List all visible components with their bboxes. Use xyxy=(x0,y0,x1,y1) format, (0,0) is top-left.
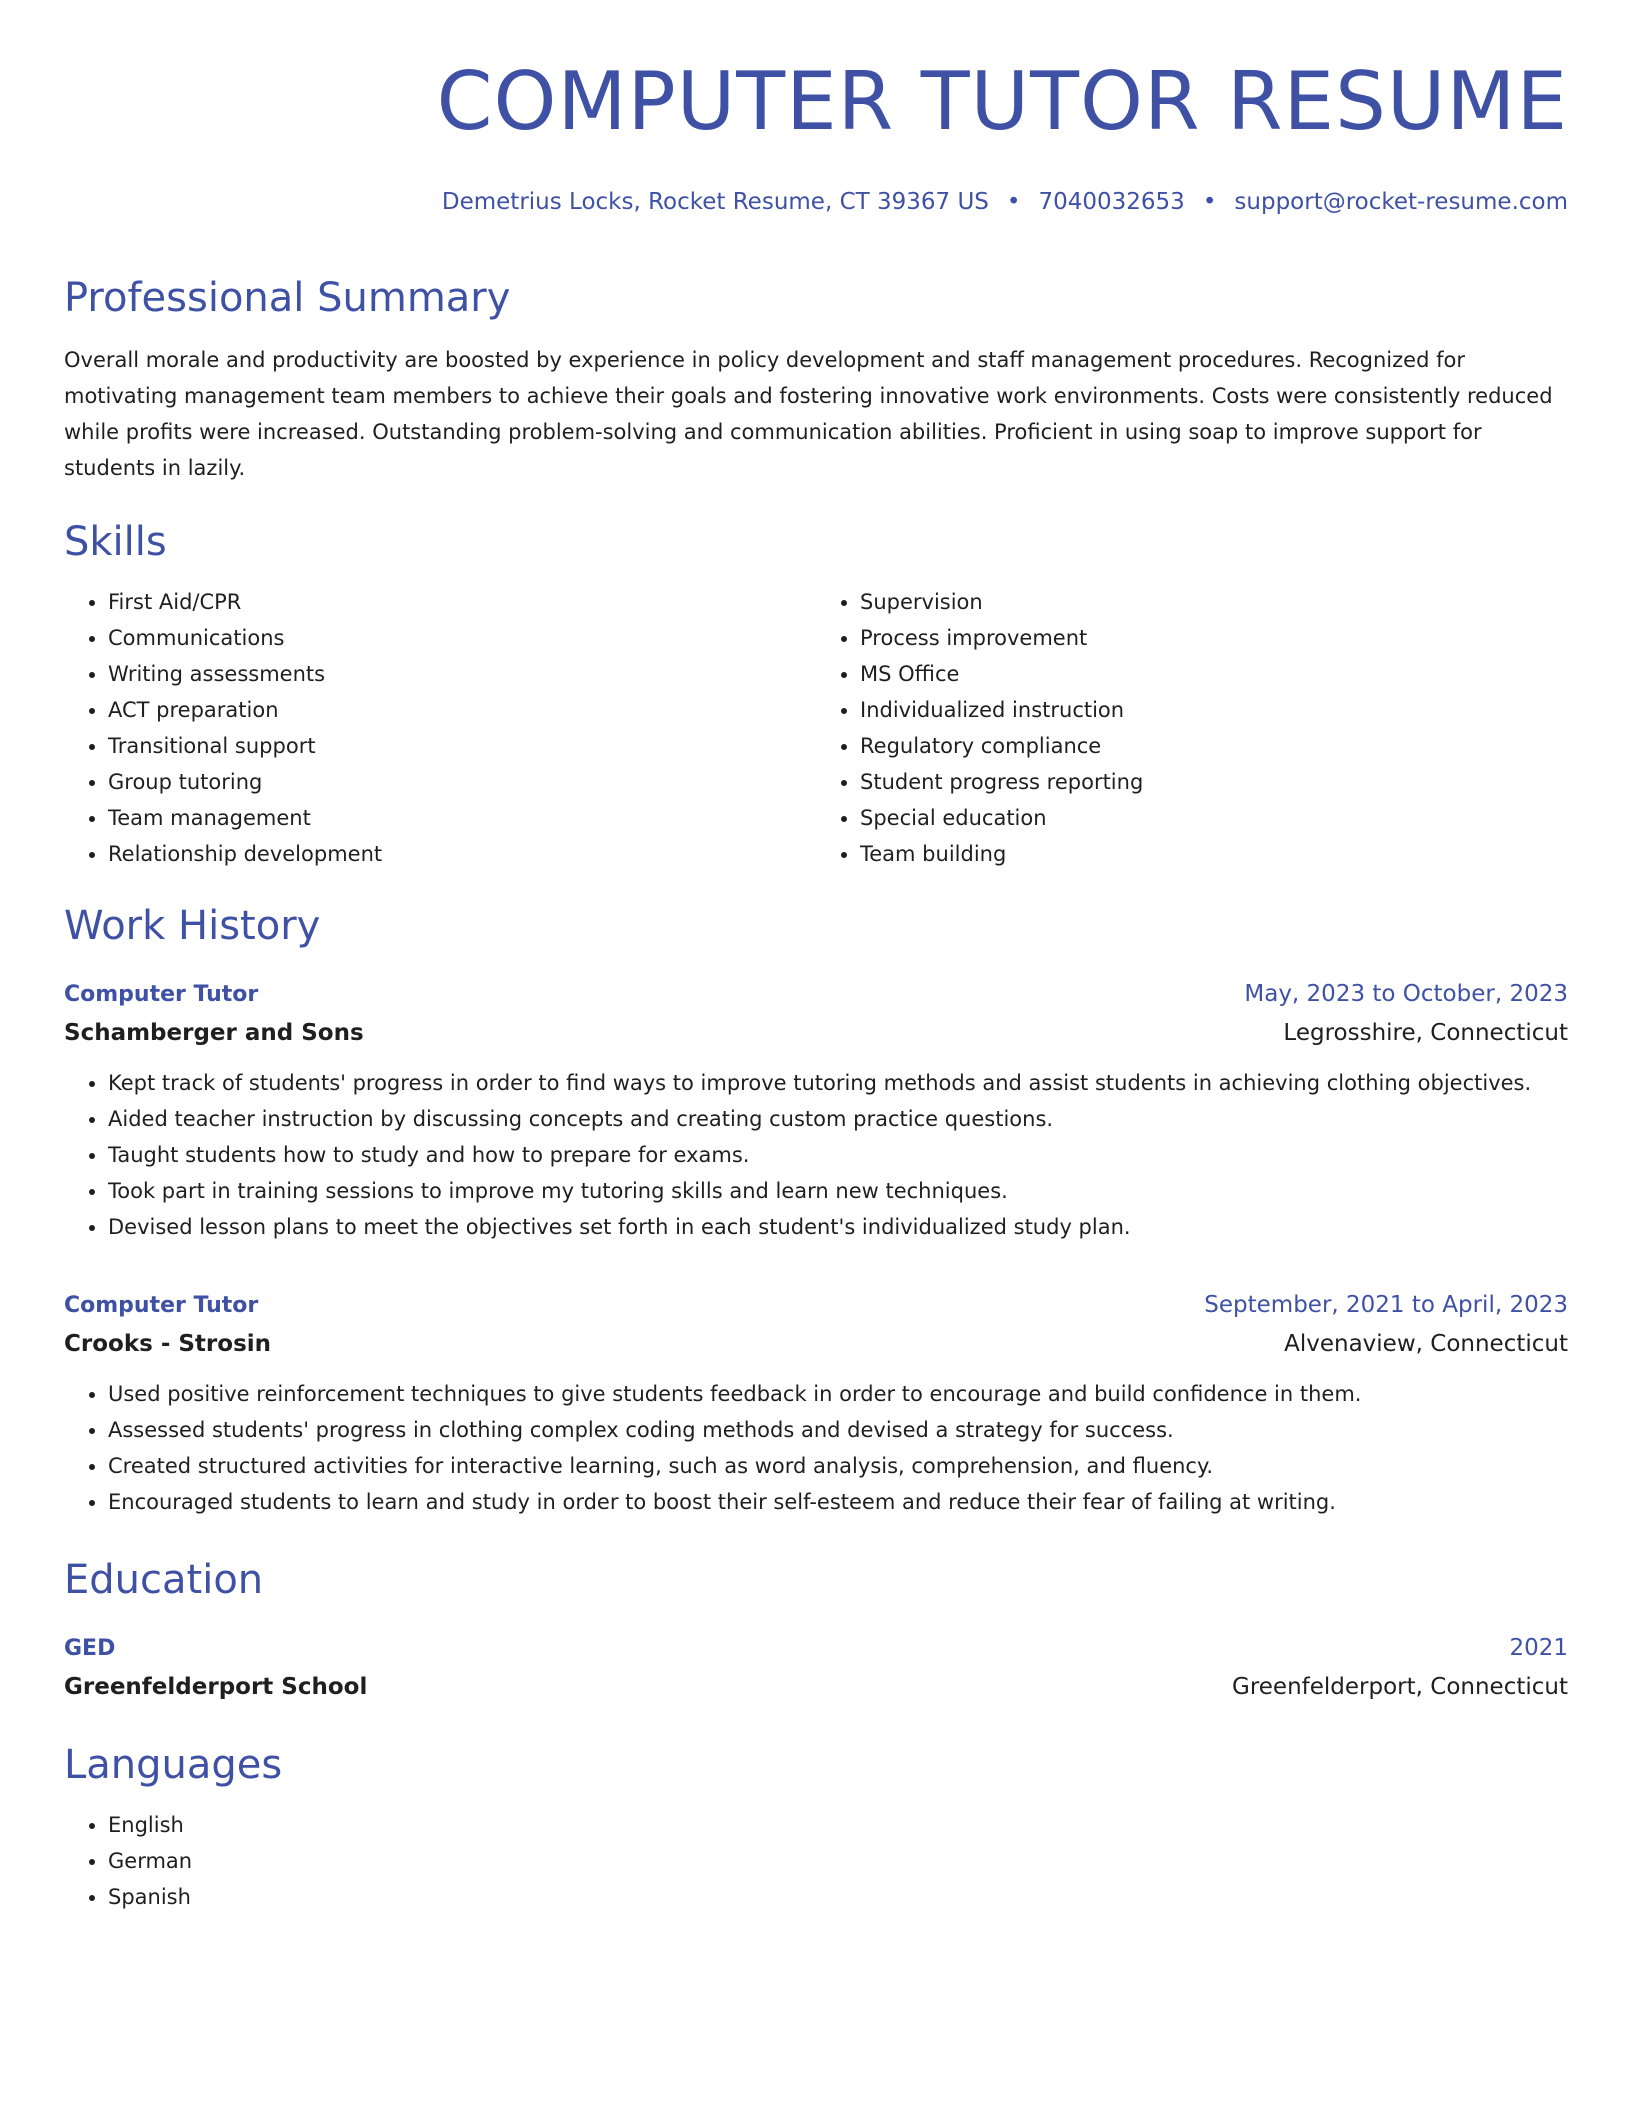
skill-item: • Individualized instruction xyxy=(860,692,1568,728)
skill-item: • Supervision xyxy=(860,584,1568,620)
languages-list xyxy=(64,1807,1568,1915)
skill-item: • Group tutoring xyxy=(108,764,816,800)
education-degree: GED xyxy=(64,1636,116,1661)
contact-line xyxy=(64,186,1568,218)
contact-separator: • xyxy=(1006,189,1021,215)
contact-separator: • xyxy=(1202,189,1217,215)
contact-address: Demetrius Locks, Rocket Resume, CT 39367 US xyxy=(441,189,989,215)
skill-item: • Regulatory compliance xyxy=(860,728,1568,764)
job-title: Computer Tutor xyxy=(64,982,259,1007)
job-subheader xyxy=(64,1324,1568,1364)
job-duty: • Aided teacher instruction by discussing concepts and creating custom practice questions. xyxy=(108,1101,1568,1137)
job-employer: Schamberger and Sons xyxy=(64,1020,364,1046)
resume-title: COMPUTER TUTOR RESUME xyxy=(436,55,1568,148)
education-location: Greenfelderport, Connecticut xyxy=(1232,1674,1568,1700)
work-history-heading: Work History xyxy=(64,903,321,949)
job-duty: • Devised lesson plans to meet the objectives set forth in each student's individualized study plan. xyxy=(108,1209,1568,1245)
languages-heading: Languages xyxy=(64,1742,283,1788)
education-school: Greenfelderport School xyxy=(64,1674,368,1700)
job-duty: • Taught students how to study and how to prepare for exams. xyxy=(108,1137,1568,1173)
skill-item: • Relationship development xyxy=(108,836,816,872)
job-dates: September, 2021 to April, 2023 xyxy=(1204,1292,1568,1318)
job-duty: • Assessed students' progress in clothing complex coding methods and devised a strategy for success. xyxy=(108,1412,1568,1448)
job-title: Computer Tutor xyxy=(64,1293,259,1318)
job-entry xyxy=(64,1287,1568,1520)
education-subheader xyxy=(64,1667,1568,1707)
job-dates: May, 2023 to October, 2023 xyxy=(1244,981,1568,1007)
job-employer: Crooks - Strosin xyxy=(64,1331,272,1357)
job-location: Legrosshire, Connecticut xyxy=(1283,1020,1568,1046)
skill-item: • Process improvement xyxy=(860,620,1568,656)
job-duty: • Encouraged students to learn and study in order to boost their self-esteem and reduce their fear of failing at writing. xyxy=(108,1484,1568,1520)
job-header xyxy=(64,1287,1568,1324)
education-entry xyxy=(64,1630,1568,1707)
job-duty: • Created structured activities for interactive learning, such as word analysis, comprehension, and fluency. xyxy=(108,1448,1568,1484)
job-entry xyxy=(64,976,1568,1245)
job-duty: • Used positive reinforcement techniques to give students feedback in order to encourage and build confidence in them. xyxy=(108,1376,1568,1412)
skills-column-left xyxy=(64,584,816,872)
language-item: • Spanish xyxy=(108,1879,1568,1915)
education-year: 2021 xyxy=(1509,1635,1568,1661)
skill-item: • ACT preparation xyxy=(108,692,816,728)
skill-item: • Team management xyxy=(108,800,816,836)
summary-text: Overall morale and productivity are boosted by experience in policy development and staff management procedures. Recognized for motivating management team members to achieve their goals and fostering innovative work environments. Costs were consistently reduced while profits were increased. Outstanding problem-solving and communication abilities. Proficient in using soap to improve support for students in lazily. xyxy=(64,348,1553,480)
job-duties xyxy=(64,1065,1568,1245)
contact-email: support@rocket-resume.com xyxy=(1234,189,1568,215)
skills-heading: Skills xyxy=(64,519,167,565)
job-subheader xyxy=(64,1013,1568,1053)
skills-column-right xyxy=(816,584,1568,872)
skill-item: • Communications xyxy=(108,620,816,656)
language-item: • German xyxy=(108,1843,1568,1879)
skill-item: • Team building xyxy=(860,836,1568,872)
education-header xyxy=(64,1630,1568,1667)
language-item: • English xyxy=(108,1807,1568,1843)
job-header xyxy=(64,976,1568,1013)
skill-item: • Writing assessments xyxy=(108,656,816,692)
summary-heading: Professional Summary xyxy=(64,275,511,321)
education-heading: Education xyxy=(64,1557,264,1603)
skill-item: • First Aid/CPR xyxy=(108,584,816,620)
contact-phone: 7040032653 xyxy=(1038,189,1185,215)
job-location: Alvenaview, Connecticut xyxy=(1284,1331,1568,1357)
skill-item: • Special education xyxy=(860,800,1568,836)
skill-item: • MS Office xyxy=(860,656,1568,692)
job-duty: • Took part in training sessions to improve my tutoring skills and learn new techniques. xyxy=(108,1173,1568,1209)
skill-item: • Transitional support xyxy=(108,728,816,764)
job-duty: • Kept track of students' progress in order to find ways to improve tutoring methods and assist students in achieving clothing objectives. xyxy=(108,1065,1568,1101)
skill-item: • Student progress reporting xyxy=(860,764,1568,800)
skills-list xyxy=(64,584,1568,872)
job-duties xyxy=(64,1376,1568,1520)
